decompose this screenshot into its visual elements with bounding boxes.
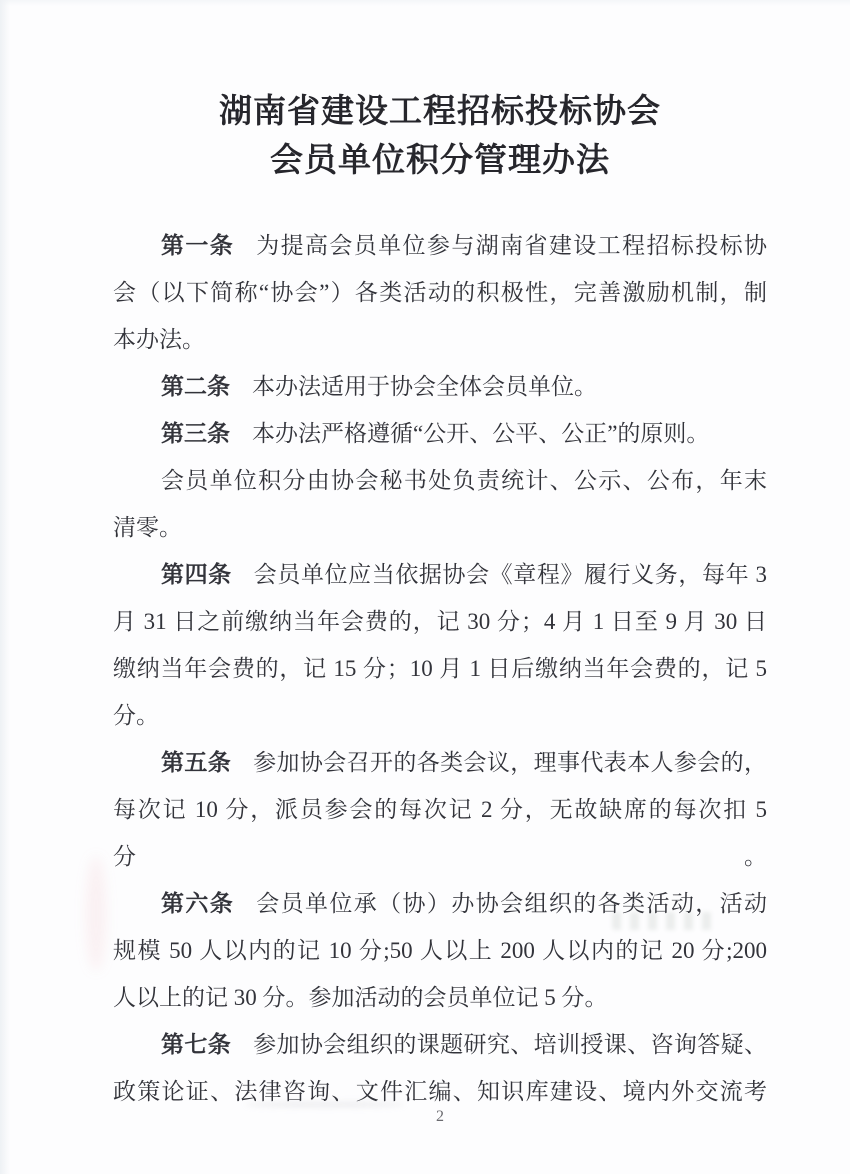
document-title-line-1: 湖南省建设工程招标投标协会 (219, 94, 661, 130)
doc-line (113, 551, 767, 598)
article-number: 第三条 (161, 421, 230, 446)
doc-line-text: 每次记 10 分，派员参会的每次记 2 分，无故缺席的每次扣 5 分。 (113, 797, 767, 869)
article-number: 第一条 (161, 233, 235, 258)
doc-line-text: 会员单位积分由协会秘书处负责统计、公示、公布，年末 (161, 468, 767, 493)
doc-line (113, 692, 767, 739)
doc-line (113, 598, 767, 645)
doc-line-text: 参加协会组织的课题研究、培训授课、咨询答疑、 (253, 1032, 767, 1057)
doc-line (113, 927, 767, 974)
doc-line-text: 政策论证、法律咨询、文件汇编、知识库建设、境内外交流考 (113, 1079, 767, 1104)
doc-line-text: 缴纳当年会费的，记 15 分；10 月 1 日后缴纳当年会费的，记 5 (113, 656, 767, 681)
doc-line (113, 316, 767, 363)
doc-line-text: 规模 50 人以内的记 10 分;50 人以上 200 人以内的记 20 分;200 (113, 938, 767, 963)
doc-line-text: 本办法严格遵循“公开、公平、公正”的原则。 (252, 421, 710, 446)
article-number: 第四条 (161, 562, 232, 587)
gray-smudge-artifact (245, 1101, 405, 1108)
doc-line (113, 222, 767, 269)
doc-line (113, 504, 767, 551)
doc-line-text: 分。 (113, 703, 159, 728)
doc-line (113, 269, 767, 316)
doc-line-text: 为提高会员单位参与湖南省建设工程招标投标协 (256, 233, 768, 258)
article-number: 第七条 (161, 1032, 232, 1057)
document-body (113, 222, 767, 1115)
doc-line-text: 会员单位应当依据协会《章程》履行义务，每年 3 (253, 562, 768, 587)
doc-line (113, 1021, 767, 1068)
page-number: 2 (436, 1108, 444, 1125)
doc-line-text: 月 31 日之前缴纳当年会费的，记 30 分；4 月 1 日至 9 月 30 日 (113, 609, 767, 634)
document-content (113, 0, 767, 1115)
doc-line-text: 人以上的记 30 分。参加活动的会员单位记 5 分。 (113, 985, 608, 1010)
article-number: 第六条 (161, 891, 235, 916)
doc-line-text: 会（以下简称“协会”）各类活动的积极性，完善激励机制，制 (113, 280, 767, 305)
doc-line (113, 786, 767, 880)
scan-edge-shading-left (0, 0, 10, 1174)
doc-line (113, 363, 767, 410)
doc-line (113, 410, 767, 457)
article-number: 第五条 (161, 750, 232, 775)
document-title-line-2: 会员单位积分管理办法 (270, 143, 610, 179)
doc-line (113, 645, 767, 692)
doc-line-text: 本办法适用于协会全体会员单位。 (252, 374, 597, 399)
doc-line-text: 会员单位承（协）办协会组织的各类活动，活动 (256, 891, 768, 916)
doc-line-text: 清零。 (113, 515, 182, 540)
doc-line (113, 974, 767, 1021)
doc-line (113, 739, 767, 786)
doc-line-text: 参加协会召开的各类会议，理事代表本人参会的， (253, 750, 767, 775)
document-title (113, 88, 767, 186)
article-number: 第二条 (161, 374, 230, 399)
ink-bleed-artifact (612, 912, 712, 930)
doc-line (113, 457, 767, 504)
doc-line-text: 本办法。 (113, 327, 205, 352)
pink-smudge-artifact (86, 856, 106, 971)
